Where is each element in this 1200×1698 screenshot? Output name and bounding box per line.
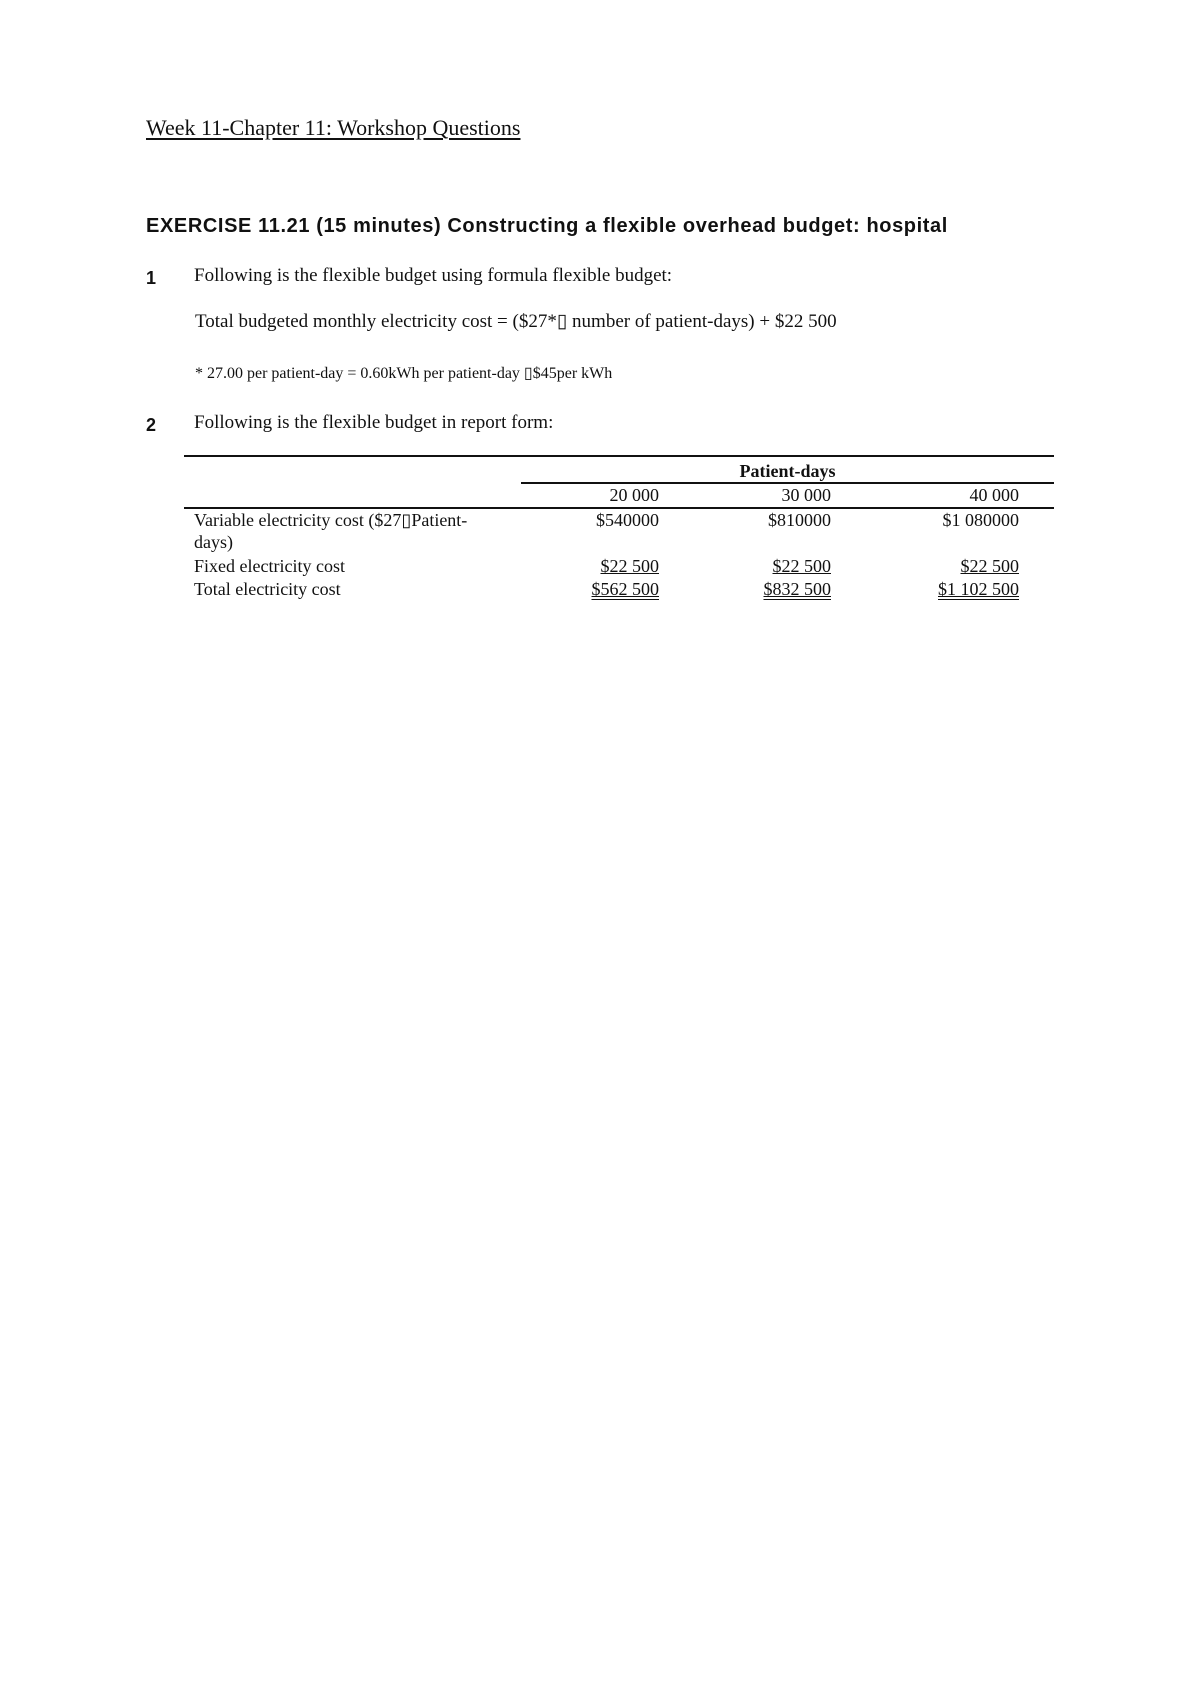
table-cell: $22 500 [960, 556, 1019, 576]
table-cell-total: $832 500 [763, 579, 831, 599]
question-2-number: 2 [146, 415, 157, 435]
exercise-heading: EXERCISE 11.21 (15 minutes) Constructing a flexible overhead budget: hospital [146, 215, 948, 237]
patient-days-header: Patient-days [739, 461, 836, 481]
table-top-rule [184, 455, 1054, 457]
row-label-variable-cost-cont: days) [194, 532, 233, 552]
column-header: 30 000 [781, 485, 831, 505]
flexible-budget-formula: Total budgeted monthly electricity cost = ($27*▯ number of patient-days) + $22 500 [195, 311, 837, 332]
table-cell-total: $562 500 [591, 579, 659, 599]
column-header: 40 000 [969, 485, 1019, 505]
row-label-fixed-cost: Fixed electricity cost [194, 556, 345, 576]
question-2-text: Following is the flexible budget in report form: [194, 412, 554, 433]
table-cell: $1 080000 [942, 510, 1019, 530]
column-header-rule [184, 507, 1054, 509]
table-cell: $810000 [768, 510, 831, 530]
page-title: Week 11-Chapter 11: Workshop Questions [146, 115, 521, 140]
question-1-text: Following is the flexible budget using formula flexible budget: [194, 265, 673, 286]
table-cell-total: $1 102 500 [938, 579, 1019, 599]
row-label-total-cost: Total electricity cost [194, 579, 341, 599]
column-header: 20 000 [609, 485, 659, 505]
row-label-variable-cost: Variable electricity cost ($27▯Patient- [194, 510, 468, 530]
table-cell: $22 500 [600, 556, 659, 576]
table-cell: $22 500 [772, 556, 831, 576]
group-header-rule [521, 482, 1054, 484]
question-1-number: 1 [146, 268, 157, 288]
rate-footnote: * 27.00 per patient-day = 0.60kWh per patient-day ▯$45per kWh [195, 365, 613, 382]
table-cell: $540000 [596, 510, 659, 530]
flexible-budget-table [184, 455, 1054, 605]
